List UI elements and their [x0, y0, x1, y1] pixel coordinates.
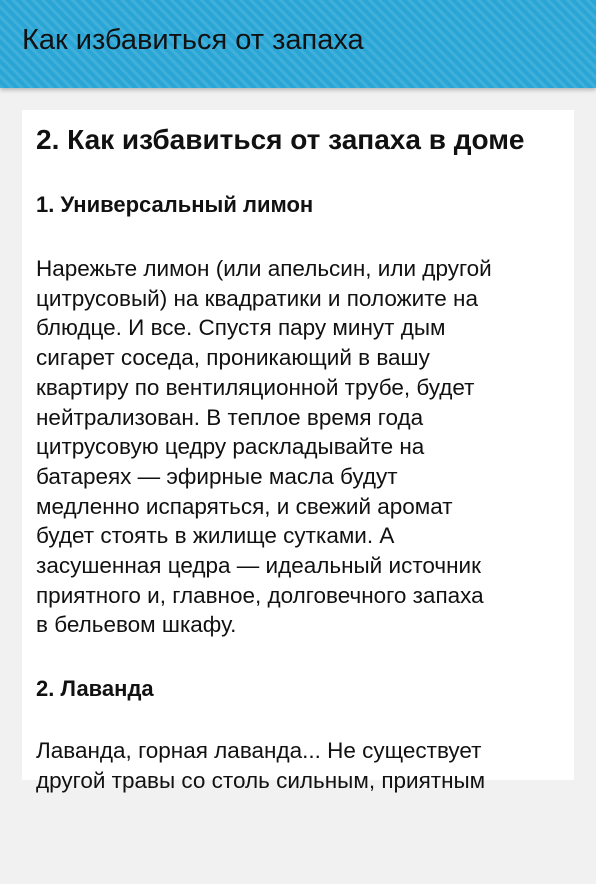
- text-line: засушенная цедра — идеальный источник: [36, 553, 481, 579]
- text-line: блюдце. И все. Спустя пару минут дым: [36, 315, 446, 341]
- text-line: батареях — эфирные масла будут: [36, 463, 398, 489]
- section-heading-lemon: 1. Универсальный лимон: [36, 192, 314, 217]
- text-line: нейтрализован. В теплое время года: [36, 404, 424, 430]
- text-line: Лаванда, горная лаванда... Не существует: [36, 738, 482, 763]
- app-bar: [0, 0, 596, 88]
- app-title: Как избавиться от запаха: [22, 24, 364, 56]
- text-line: квартиру по вентиляционной трубе, будет: [36, 374, 475, 400]
- text-line: цитрусовую цедру раскладывайте на: [36, 434, 425, 460]
- section-body-lavender: [36, 736, 562, 795]
- section-body-lemon: [36, 254, 562, 640]
- text-line: медленно испаряться, и свежий аромат: [36, 493, 453, 519]
- text-line: в бельевом шкафу.: [36, 612, 237, 638]
- text-line: Нарежьте лимон (или апельсин, или другой: [36, 256, 492, 281]
- section-heading-lavender: 2. Лаванда: [36, 676, 154, 701]
- article-card[interactable]: [22, 110, 574, 793]
- text-line: другой травы со столь сильным, приятным: [36, 767, 486, 793]
- text-line: сигарет соседа, проникающий в вашу: [36, 345, 430, 371]
- article-heading: 2. Как избавиться от запаха в доме: [36, 124, 525, 155]
- text-line: цитрусовый) на квадратики и положите на: [36, 285, 478, 311]
- text-line: будет стоять в жилище сутками. А: [36, 523, 395, 549]
- text-line: приятного и, главное, долговечного запаха: [36, 582, 484, 608]
